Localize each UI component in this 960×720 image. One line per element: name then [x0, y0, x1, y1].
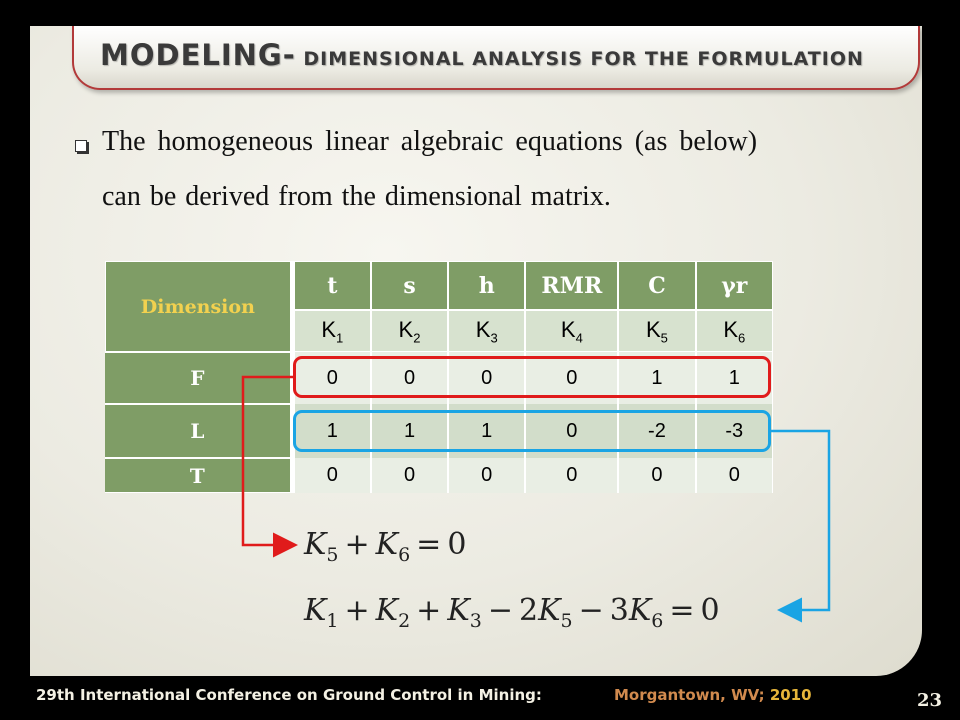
- table-cell: 0: [525, 352, 618, 404]
- variable-header-rmr: RMR: [525, 261, 618, 310]
- row-label-t: T: [105, 458, 294, 493]
- dimension-header: Dimension: [105, 261, 294, 352]
- footer-year: 2010: [769, 686, 812, 704]
- equation-2: $K_1 + K_2 + K_3 - 2K_5 - 3K_6 = 0$: [304, 593, 720, 632]
- body-text-line-2: can be derived from the dimensional matrix.: [102, 181, 611, 212]
- table-cell: 0: [371, 458, 448, 493]
- variable-header-t: t: [294, 261, 371, 310]
- table-cell: 0: [525, 458, 618, 493]
- body-text-line-1: The homogeneous linear algebraic equations (as below): [102, 126, 758, 157]
- footer-location: [614, 686, 812, 704]
- table-cell: -3: [696, 404, 773, 458]
- table-cell: 1: [294, 404, 371, 458]
- table-cell: 0: [371, 352, 448, 404]
- exponent-header-k2: $K_2$: [371, 310, 448, 352]
- variable-header-s: s: [371, 261, 448, 310]
- table-cell: 0: [525, 404, 618, 458]
- table-cell: 0: [294, 458, 371, 493]
- table-cell: 1: [696, 352, 773, 404]
- footer-location-city: Morgantown, WV;: [614, 686, 770, 704]
- equation-1: $K_5 + K_6 = 0$: [304, 527, 467, 566]
- table-cell: 0: [448, 352, 525, 404]
- table-cell: 0: [294, 352, 371, 404]
- exponent-header-k6: $K_6$: [696, 310, 773, 352]
- page-number: 23: [917, 690, 943, 711]
- variable-header-gamma-r: γr: [696, 261, 773, 310]
- table-cell: 1: [371, 404, 448, 458]
- row-label-l: L: [105, 404, 294, 458]
- row-label-f: F: [105, 352, 294, 404]
- table-cell: 0: [696, 458, 773, 493]
- variable-header-h: h: [448, 261, 525, 310]
- title-main: MODELING-: [100, 38, 296, 72]
- table-cell: 1: [448, 404, 525, 458]
- exponent-header-k1: $K_1$: [294, 310, 371, 352]
- table-cell: -2: [618, 404, 695, 458]
- table-cell: 0: [448, 458, 525, 493]
- variable-header-c: C: [618, 261, 695, 310]
- footer-conference-name: 29th International Conference on Ground Control in Mining:: [36, 686, 542, 704]
- exponent-header-k5: $K_5$: [618, 310, 695, 352]
- table-cell: 1: [618, 352, 695, 404]
- exponent-header-k3: $K_3$: [448, 310, 525, 352]
- table-cell: 0: [618, 458, 695, 493]
- exponent-header-k4: $K_4$: [525, 310, 618, 352]
- blue-connector-arrow: [771, 431, 829, 610]
- red-connector-arrow: [243, 377, 293, 545]
- title-sub: DIMENSIONAL ANALYSIS FOR THE FORMULATION: [295, 48, 864, 70]
